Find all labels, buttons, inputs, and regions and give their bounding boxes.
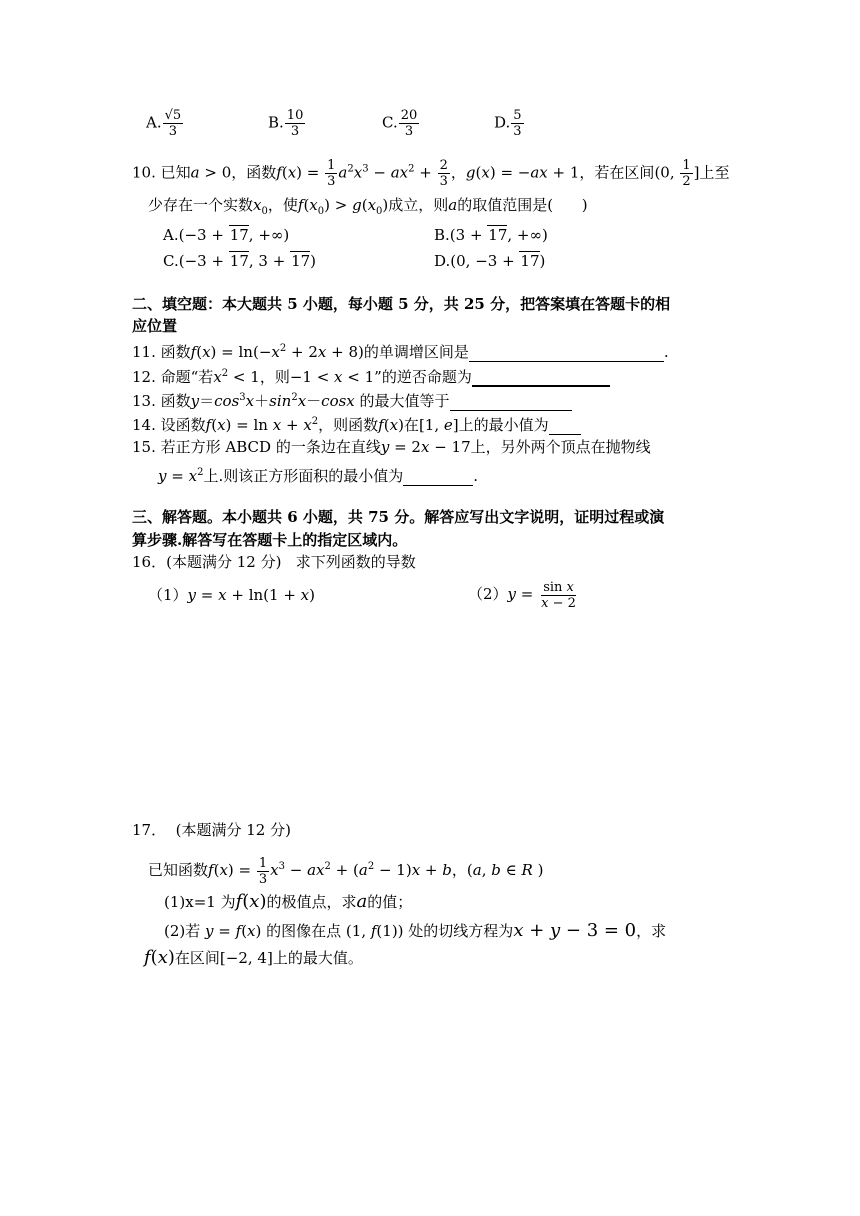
option-label: C. (382, 113, 398, 132)
fraction (399, 108, 420, 139)
answer-blank[interactable] (403, 469, 473, 486)
points: (本题满分 12 分) (175, 821, 291, 839)
text: 命题“若 (160, 368, 214, 386)
option-label: D. (434, 252, 451, 270)
text: ，函数 (231, 163, 277, 182)
question-number: 13. (132, 392, 156, 410)
text: 的值； (367, 893, 413, 911)
text: (1)x=1 为 (164, 893, 236, 911)
q9-option-a (146, 108, 184, 139)
text: 在区间 (174, 949, 220, 967)
text: 上.则该正方形面积的最小值为 (203, 467, 404, 485)
option-label: D. (494, 113, 511, 132)
text: ，( (451, 861, 473, 879)
text: 在 (403, 416, 419, 434)
answer-blank[interactable] (472, 369, 610, 387)
q10-option-d: D.(0, −3 + 17) (434, 252, 546, 270)
section2-heading-line2: 应位置 (132, 317, 178, 335)
option-label: A. (163, 226, 179, 244)
text: ，则函数 (318, 416, 379, 434)
denominator: 3 (513, 124, 522, 139)
text: ) (581, 196, 588, 214)
q17-header (132, 820, 291, 840)
q13: 13. 函数$y=\cos^3x+\sin^2x-\cos x$ 的最大值等于 (132, 388, 572, 411)
text: 求下列函数的导数 (295, 553, 416, 571)
text: (2)若 (164, 922, 201, 940)
text: 的最大值等于 (359, 392, 450, 410)
question-number: 11. (132, 343, 156, 361)
fraction: $\frac{1}{2}$ (682, 158, 691, 189)
fraction (285, 108, 306, 139)
q10-option-a: A.(−3 + 17, +∞) (163, 226, 290, 244)
fraction (163, 108, 184, 139)
text: ，则 (259, 368, 290, 386)
question-number: 16． (132, 553, 167, 571)
text: 少存在一个实数 (148, 196, 254, 214)
option-label: B. (434, 226, 450, 244)
q10-stem-line2: 少存在一个实数$x_0$，使$f(x_0) > g(x_0)$成立，则a的取值范围是( ) (148, 196, 588, 217)
fraction: $\frac{\text{sin x}}{x - 2}$ (541, 579, 576, 611)
section3-heading-line1: 三、解答题。本小题共 6 小题，共 75 分。解答应写出文字说明，证明过程或演 (132, 508, 665, 526)
q16-part2: （2）y = $\frac{\text{sin x}}{x - 2}$ (468, 579, 576, 611)
section3-heading-line2: 算步骤.解答写在答题卡上的指定区域内。 (132, 531, 408, 549)
text: ， (450, 163, 466, 182)
text: 的极值点，求 (266, 893, 357, 911)
denominator: 3 (168, 124, 178, 139)
text: ，使 (267, 196, 298, 214)
fraction: $\frac{1}{3}$ (327, 158, 336, 189)
fraction: $\frac{2}{3}$ (439, 158, 448, 189)
part-label: （2） (468, 585, 508, 603)
text: 已知函数 (148, 861, 209, 879)
part-label: （1） (148, 586, 188, 604)
q9-option-d (494, 108, 525, 139)
fraction: $\frac{1}{3}$ (258, 855, 268, 887)
text: . (473, 467, 478, 485)
text: ，求 (636, 922, 667, 940)
denominator: 3 (404, 124, 414, 139)
q10-stem-line1: 10. 已知a > 0，函数f(x) = $\frac{1}{3}$ $a^2x^3 - ax^2$ + $\frac{2}{3}$ ，g(x) = −ax + 1，若在区间(0, $\frac{1}{2}$ ]上至 (132, 158, 730, 189)
text: 上至 (699, 163, 730, 182)
text: 若正方形 ABCD 的一条边在直线 (160, 438, 381, 456)
q15-line1: 15. 若正方形 ABCD 的一条边在直线y = 2x − 17上，另外两个顶点在抛物线 (132, 438, 651, 456)
q17-part2-line2: f(x)在区间[−2, 4]上的最大值。 (144, 947, 363, 968)
numerator: 5 (513, 108, 522, 123)
q17-part1: (1)x=1 为f(x)的极值点，求a的值； (164, 891, 413, 912)
q10-option-b: B.(3 + 17, +∞) (434, 226, 548, 244)
numerator: 10 (286, 108, 304, 123)
question-number: 15. (132, 438, 156, 456)
q9-option-c (382, 108, 420, 139)
option-label: C. (163, 252, 179, 270)
text: ”的逆否命题为 (374, 368, 472, 386)
points: (本题满分 12 分) (166, 553, 282, 571)
text: 的图像在点 (266, 922, 342, 940)
option-label: B. (268, 113, 284, 132)
question-number: 12. (132, 368, 156, 386)
answer-blank[interactable] (469, 345, 664, 362)
q16-part1: （1）y = x + ln(1 + x) (148, 586, 315, 604)
q10-option-c: C.(−3 + 17, 3 + 17) (163, 252, 317, 270)
answer-blank[interactable] (549, 418, 581, 435)
q11: 11. 函数$f(x) = \ln(-x^2 + 2x + 8)$的单调增区间是 . (132, 343, 669, 361)
q15-line2: $y = x^2$上.则该正方形面积的最小值为 . (158, 467, 478, 485)
text: ，若在区间 (579, 163, 655, 182)
question-number: 17． (132, 821, 167, 839)
q9-option-b (268, 108, 306, 139)
denominator: 3 (290, 124, 300, 139)
text: 上的最大值。 (272, 949, 363, 967)
text: 的取值范围是( (457, 196, 554, 214)
fraction (511, 108, 523, 139)
answer-blank[interactable] (450, 394, 572, 411)
text: 上的最小值为 (458, 416, 549, 434)
q17-function: 已知函数f(x) = $\frac{1}{3}$ $x^3 - ax^2 + (a^2 - 1)x + b$，(a, b ∈ R ) (148, 855, 544, 887)
text: 成立，则 (388, 196, 449, 214)
q14: 14. 设函数$f(x) = \ln x + x^2$，则函数f(x)在[1, e]上的最小值为 (132, 412, 581, 435)
text: 的单调增区间是 (363, 343, 469, 361)
text: 函数 (160, 392, 191, 410)
q17-part2-line1: (2)若 y = f(x) 的图像在点 (1, f(1)) 处的切线方程为x + y − 3 = 0，求 (164, 920, 667, 941)
text: . (663, 343, 669, 361)
question-number: 14. (132, 416, 156, 434)
text: 上，另外两个顶点在抛物线 (470, 438, 651, 456)
text: 函数 (160, 343, 191, 361)
section2-heading-line1: 二、填空题：本大题共 5 小题，每小题 5 分，共 25 分，把答案填在答题卡的相 (132, 295, 671, 313)
option-label: A. (146, 113, 162, 132)
q12: 12. 命题“若$x^2 < 1$，则−1 < x < 1”的逆否命题为 (132, 364, 610, 387)
text: 处的切线方程为 (408, 922, 514, 940)
numerator: 20 (400, 108, 418, 123)
text: ) (537, 861, 544, 879)
text: 设函数 (160, 416, 206, 434)
q16-header (132, 552, 416, 572)
numerator: √5 (164, 108, 182, 123)
text: 已知 (160, 163, 191, 182)
question-number: 10. (132, 163, 156, 182)
